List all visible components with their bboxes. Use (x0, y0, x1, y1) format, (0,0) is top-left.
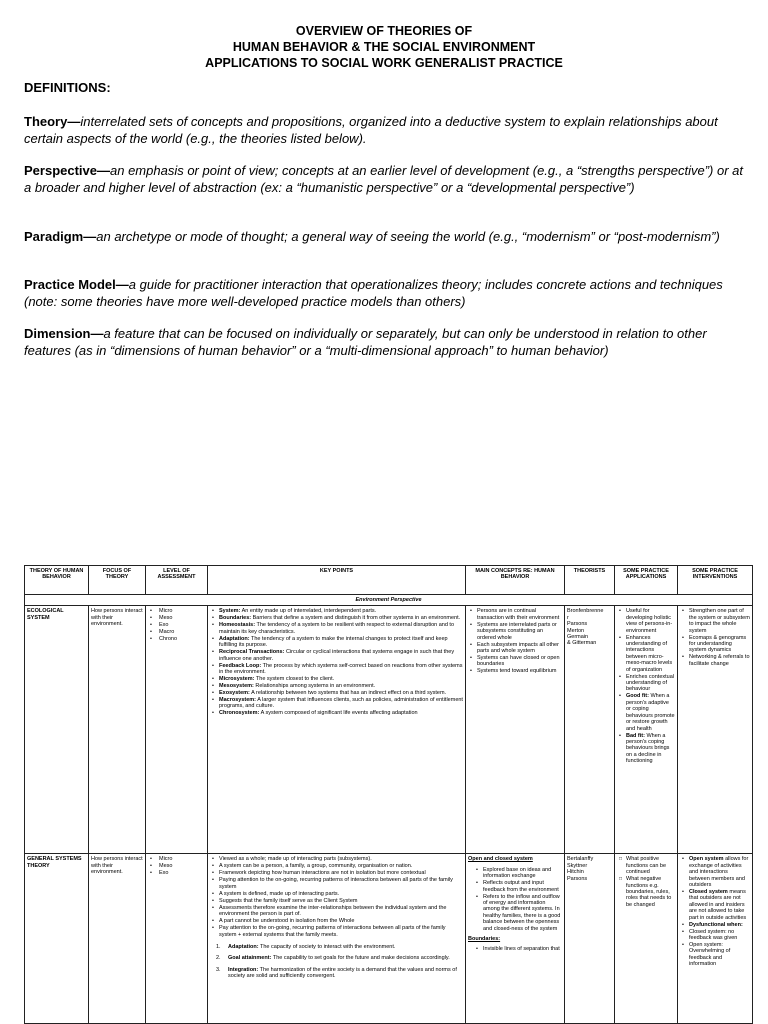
main-concepts (466, 606, 565, 854)
definition-text: an emphasis or point of view; concepts at an earlier level of development (e.g., a “strengths perspective”) or at a broader and higher level of abstraction (ex: a “humanistic perspective” or a “developmental perspective”) (24, 163, 743, 195)
list-item: • Open system: Overwhelming of feedback and information (680, 942, 750, 968)
key-points (208, 606, 466, 854)
concepts-heading: Open and closed system (468, 856, 533, 863)
definition-practice-model (24, 276, 744, 310)
list-item: • Enhances understanding of interactions between micro-meso-macro levels of organization (617, 635, 675, 673)
definition-term: Dimension— (24, 326, 104, 341)
list-item: • System: An entity made up of interrelated, interdependent parts. (210, 608, 463, 614)
theorist: & Gitterman (567, 640, 597, 647)
list-item: • Chronosystem: A system composed of significant life events affecting adaptation (210, 710, 463, 716)
theory-focus: How persons interact with their environment. (89, 606, 146, 854)
definitions-heading: DEFINITIONS: (24, 80, 111, 95)
list-item: • Reflects output and input feedback from the environment (474, 880, 562, 893)
definition-text: a feature that can be focused on individually or separately, but can only be understood in relation to other features (as in “dimensions of human behavior” or a “multi-dimensional approach” to human behavior) (24, 326, 707, 358)
list-item: • Useful for developing holistic view of persons-in-environment (617, 608, 675, 634)
list-item: • Viewed as a whole; made up of interacting parts (subsystems). (210, 856, 463, 862)
list-item: • Pay attention to the on-going, recurring patterns of interactions between all parts of the family system + external systems that the family meets. (210, 925, 463, 938)
list-item: • Adaptation: The tendency of a system to make the internal changes to protect itself and keep fulfilling its purpose. (210, 636, 463, 649)
column-header: SOME PRACTICE APPLICATIONS (615, 566, 678, 595)
column-header: FOCUS OF THEORY (89, 566, 146, 595)
practice-applications (615, 606, 678, 854)
theorist: r (567, 614, 569, 621)
list-item: • Assessments therefore examine the inter-relationships between the individual system and the environment the person is part of. (210, 905, 463, 918)
list-item: • Ecomaps & genograms for understanding system dynamics (680, 635, 750, 654)
definition-text: a guide for practitioner interaction that operationalizes theory; includes concrete actions and techniques (note: some theories have more well-developed practice models than others) (24, 277, 723, 309)
column-header: KEY POINTS (208, 566, 466, 595)
theorist: Bertalanffy (567, 856, 594, 863)
list-item: • Reciprocal Transactions: Circular or cyclical interactions that systems engage in such that they influence one another. (210, 649, 463, 662)
list-item: • Suggests that the family itself serve as the Client System (210, 898, 463, 904)
list-item: • Macrosystem: A larger system that influences clients, such as policies, administration of entitlement programs, and culture. (210, 697, 463, 710)
column-header: LEVEL OF ASSESSMENT (146, 566, 208, 595)
theorist: Parsons (567, 875, 588, 882)
list-item: • Feedback Loop: The process by which systems self-correct based on reactions from other systems in the environment. (210, 663, 463, 676)
list-item: • Exosystem: A relationship between two systems that has an indirect effect on a third system. (210, 690, 463, 696)
definition-text: an archetype or mode of thought; a general way of seeing the world (e.g., “modernism” or “post-modernism”) (96, 229, 720, 244)
definition-term: Practice Model— (24, 277, 129, 292)
practice-applications (615, 854, 678, 1024)
list-item: • A system can be a person, a family, a group, community, organisation or nation. (210, 863, 463, 869)
numbered-item: 3. Integration: The harmonization of the entire society is a demand that the values and norms of society are solid and sufficiently convergent. (216, 966, 457, 980)
list-item: • Strengthen one part of the system or subsystem to impact the whole system (680, 608, 750, 634)
list-item: • Micro (148, 856, 205, 862)
list-item: • Systems tend toward equilibrium (468, 668, 562, 674)
table-row (25, 606, 753, 854)
theories-table (24, 565, 753, 1024)
list-item: • Framework depicting how human interactions are not in isolation but more contextual (210, 870, 463, 876)
list-item: • Enriches contextual understanding of behaviour (617, 674, 675, 693)
list-item: • Dysfunctional when: (680, 922, 750, 928)
assessment-levels (146, 854, 208, 1024)
list-item: • Bad fit: When a person's coping behaviours brings on a decline in functioning (617, 733, 675, 765)
list-item: • Closed system: no feedback was given (680, 929, 750, 942)
theorist: Parsons (567, 621, 588, 628)
main-concepts (466, 854, 565, 1024)
definition-theory (24, 113, 744, 147)
theory-focus: How persons interact with their environment. (89, 854, 146, 1024)
list-item: • Systems are interrelated parts or subsystems constituting an ordered whole (468, 622, 562, 641)
list-item: • Systems can have closed or open boundaries (468, 655, 562, 668)
theorist: Hitchin (567, 869, 584, 876)
list-item: • Networking & referrals to facilitate change (680, 654, 750, 667)
list-item: □ What negative functions e.g. boundaries, rules, roles that needs to be changed (617, 876, 675, 908)
theorist: Germain (567, 634, 589, 641)
theorist: Bronfenbrenne (567, 608, 604, 615)
document-title (0, 23, 768, 71)
column-header: THEORY OF HUMAN BEHAVIOR (25, 566, 89, 595)
column-header: SOME PRACTICE INTERVENTIONS (678, 566, 753, 595)
definition-term: Paradigm— (24, 229, 97, 244)
numbered-item: 2. Goal attainment: The capability to set goals for the future and make decisions accordingly. (216, 955, 450, 962)
table-row (25, 854, 753, 1024)
title-line: OVERVIEW OF THEORIES OF (295, 24, 473, 38)
column-header: MAIN CONCEPTS RE: HUMAN BEHAVIOR (466, 566, 565, 595)
list-item: □ What positive functions can be continued (617, 856, 675, 875)
practice-interventions (678, 606, 753, 854)
theorist: Merton (567, 627, 585, 634)
definition-term: Theory— (24, 114, 81, 129)
numbered-item: 1. Adaptation: The capacity of society to interact with the environment. (216, 944, 396, 951)
definition-paradigm (24, 228, 744, 245)
list-item: • Persons are in continual transaction with their environment (468, 608, 562, 621)
definition-perspective (24, 162, 744, 196)
list-item: • Chrono (148, 636, 205, 642)
list-item: • Meso (148, 863, 205, 869)
theory-name: GENERAL SYSTEMS THEORY (25, 854, 89, 1024)
theorists (565, 854, 615, 1024)
theorists (565, 606, 615, 854)
section-row (25, 595, 753, 606)
list-item: • Mesosystem: Relationships among systems in an environment. (210, 683, 463, 689)
list-item: • Micro (148, 608, 205, 614)
list-item: • A part cannot be understood in isolation from the Whole (210, 918, 463, 924)
practice-interventions (678, 854, 753, 1024)
list-item: • Invisible lines of separation that (474, 946, 562, 952)
list-item: • Open system allows for exchange of activities and interactions between members and outsiders (680, 856, 750, 888)
table-header-row (25, 566, 753, 595)
theory-name: ECOLOGICAL SYSTEM (25, 606, 89, 854)
list-item: • A system is defined, made up of interacting parts. (210, 891, 463, 897)
title-line: APPLICATIONS TO SOCIAL WORK GENERALIST PRACTICE (205, 56, 563, 70)
list-item: • Macro (148, 629, 205, 635)
list-item: • Exo (148, 870, 205, 876)
column-header: THEORISTS (565, 566, 615, 595)
section-label: Environment Perspective (25, 595, 753, 606)
list-item: • Good fit: When a person's adaptive or coping behaviours promote or restore growth and health (617, 693, 675, 731)
list-item: • Homeostasis: The tendency of a system to be resilient with respect to external disruption and to maintain its key characteristics. (210, 622, 463, 635)
list-item: • Exo (148, 622, 205, 628)
definition-text: interrelated sets of concepts and propositions, organized into a deductive system to explain relationships about certain aspects of the world (e.g., the theories listed below). (24, 114, 718, 146)
key-points (208, 854, 466, 1024)
list-item: • Microsystem: The system closest to the client. (210, 676, 463, 682)
list-item: • Paying attention to the on-going, recurring patterns of interactions between all parts of the family system (210, 877, 463, 890)
definition-term: Perspective— (24, 163, 110, 178)
list-item: • Meso (148, 615, 205, 621)
definition-dimension (24, 325, 744, 359)
concepts-heading: Boundaries: (468, 936, 501, 943)
title-line: HUMAN BEHAVIOR & THE SOCIAL ENVIRONMENT (232, 40, 536, 54)
list-item: • Each subsystem impacts all other parts and whole system (468, 642, 562, 655)
list-item: • Refers to the inflow and outflow of energy and information among the different systems. In healthy families, there is a good balance between the openness and closed-ness of the system (474, 894, 562, 932)
assessment-levels (146, 606, 208, 854)
theorist: Skyttner (567, 862, 588, 869)
list-item: • Boundaries: Barriers that define a system and distinguish it from other systems in an environment. (210, 615, 463, 621)
list-item: • Explored base on ideas and information exchange (474, 867, 562, 880)
list-item: • Closed system means that outsiders are not allowed in and insiders are not allowed to take part in outside activities (680, 889, 750, 921)
